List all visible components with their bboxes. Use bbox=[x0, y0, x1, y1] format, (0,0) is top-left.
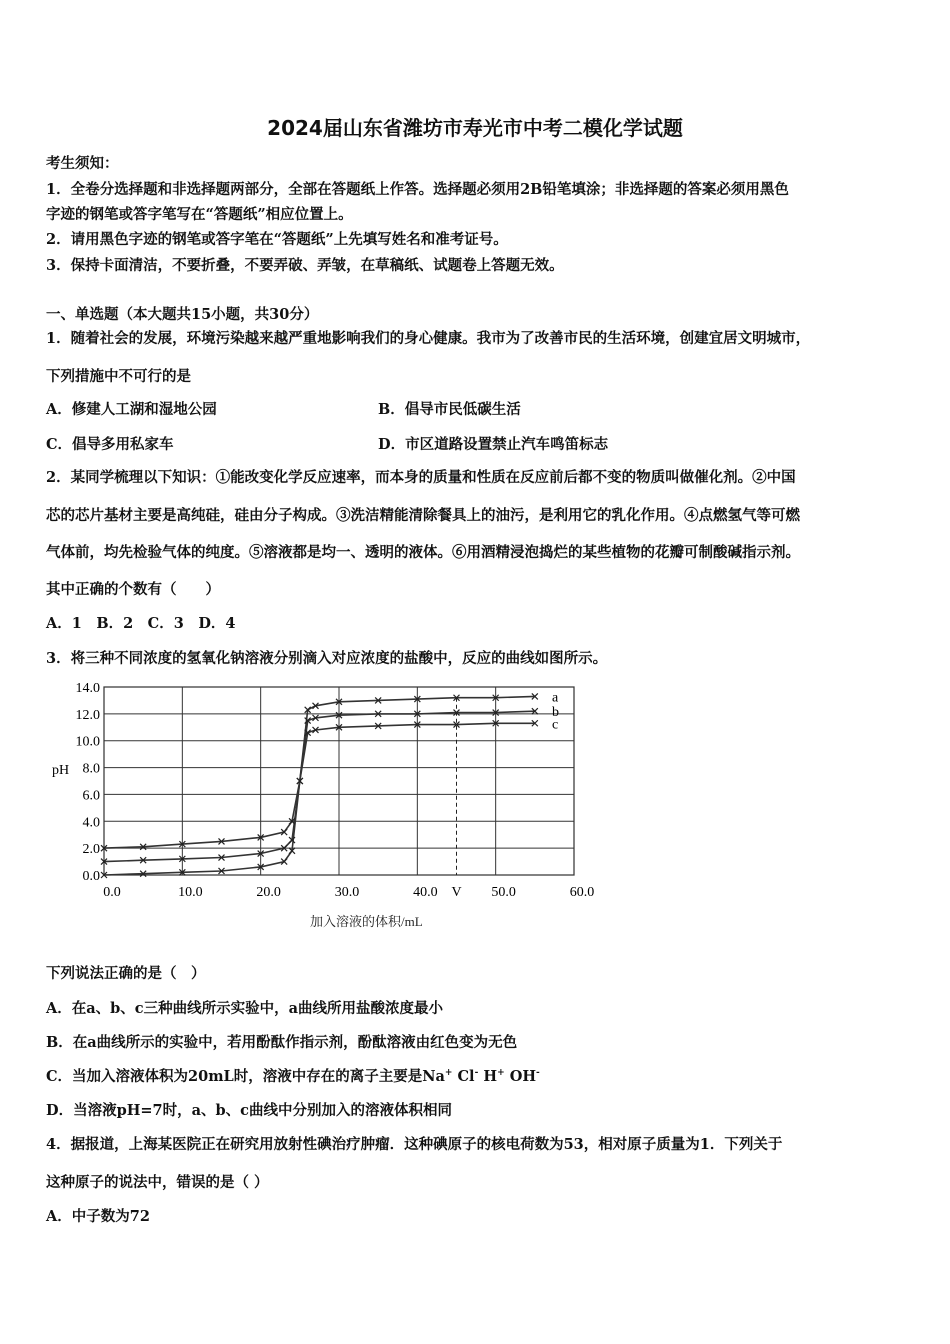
hydroxide-ion: OH bbox=[509, 1068, 537, 1085]
y-tick-labels bbox=[76, 681, 101, 884]
q4-option-a: A．中子数为72 bbox=[46, 1208, 150, 1225]
y-tick-label: 12.0 bbox=[75, 707, 100, 723]
chart-curves bbox=[101, 693, 538, 878]
y-tick-label: 6.0 bbox=[82, 788, 100, 804]
q3-stem-1: 3．将三种不同浓度的氢氧化钠溶液分别滴入对应浓度的盐酸中，反应的曲线如图所示。 bbox=[46, 650, 608, 667]
series-a-label: a bbox=[552, 690, 559, 706]
notice-line-2: 字迹的钢笔或答字笔写在“答题纸”相应位置上。 bbox=[46, 206, 353, 223]
q3-option-b: B．在a曲线所示的实验中，若用酚酞作指示剂，酚酞溶液由红色变为无色 bbox=[46, 1034, 518, 1051]
q2-stem-2: 芯的芯片基材主要是高纯硅，硅由分子构成。③洗洁精能清除餐具上的油污，是利用它的乳化作用。④点燃氢气等可燃 bbox=[46, 507, 800, 524]
q2-options: A．1 B．2 C．3 D．4 bbox=[46, 615, 236, 632]
q2-stem-4: 其中正确的个数有（ ） bbox=[46, 581, 220, 598]
hydrogen-ion: H bbox=[483, 1068, 498, 1085]
x-tick-label: 50.0 bbox=[491, 885, 516, 900]
q3-option-d: D．当溶液pH=7时，a、b、c曲线中分别加入的溶液体积相同 bbox=[46, 1102, 453, 1119]
x-tick-label: 10.0 bbox=[178, 885, 203, 900]
notice-line-3: 2．请用黑色字迹的钢笔或答字笔在“答题纸”上先填写姓名和准考证号。 bbox=[46, 231, 508, 248]
q1-stem-1: 1．随着社会的发展，环境污染越来越严重地影响我们的身心健康。我市为了改善市民的生活环境，创建宜居文明城市， bbox=[46, 330, 811, 347]
q1-option-a: A．修建人工湖和湿地公园 bbox=[46, 401, 217, 418]
notice-heading: 考生须知： bbox=[46, 155, 119, 172]
q1-stem-2: 下列措施中不可行的是 bbox=[46, 368, 191, 385]
q2-stem-3: 气体前，均先检验气体的纯度。⑤溶液都是均一、透明的液体。⑥用酒精浸泡捣烂的某些植物的花瓣可制酸碱指示剂。 bbox=[46, 544, 800, 561]
chloride-charge: - bbox=[474, 1068, 479, 1079]
q4-stem-2: 这种原子的说法中，错误的是（ ） bbox=[46, 1174, 269, 1191]
y-tick-label: 2.0 bbox=[82, 842, 100, 858]
y-axis-label: pH bbox=[52, 763, 70, 778]
q1-option-b: B．倡导市民低碳生活 bbox=[378, 401, 521, 418]
x-tick-labels bbox=[103, 885, 594, 900]
series-c-line bbox=[104, 723, 535, 848]
chloride-ion: Cl bbox=[457, 1068, 475, 1085]
series-b-line bbox=[104, 711, 535, 861]
x-tick-label: 20.0 bbox=[256, 885, 281, 900]
hydroxide-charge: - bbox=[536, 1068, 540, 1079]
series-b-label: b bbox=[552, 705, 559, 721]
sodium-charge: + bbox=[444, 1068, 453, 1079]
ph-titration-chart bbox=[40, 672, 620, 937]
page-title: 2024届山东省潍坊市寿光市中考二模化学试题 bbox=[267, 116, 683, 140]
y-tick-label: 14.0 bbox=[75, 681, 100, 696]
x-axis-label: 加入溶液的体积/mL bbox=[310, 914, 423, 929]
q3-option-c bbox=[46, 1065, 540, 1086]
q1-option-d: D．市区道路设置禁止汽车鸣笛标志 bbox=[378, 436, 609, 453]
y-tick-label: 10.0 bbox=[75, 734, 100, 750]
y-tick-label: 4.0 bbox=[82, 815, 100, 831]
q1-option-c: C．倡导多用私家车 bbox=[46, 436, 174, 453]
y-tick-label: 8.0 bbox=[82, 761, 100, 777]
q3-option-c-text: C．当加入溶液体积为20mL时，溶液中存在的离子主要是Na bbox=[46, 1068, 445, 1085]
section-heading: 一、单选题（本大题共15小题，共30分） bbox=[46, 306, 319, 323]
y-tick-label: 0.0 bbox=[82, 869, 100, 884]
q3-option-a: A．在a、b、c三种曲线所示实验中，a曲线所用盐酸浓度最小 bbox=[46, 1000, 444, 1017]
x-tick-label: 60.0 bbox=[569, 885, 595, 900]
q2-stem-1: 2．某同学梳理以下知识：①能改变化学反应速率，而本身的质量和性质在反应前后都不变的物质叫做催化剂。②中国 bbox=[46, 469, 796, 486]
v-marker-label: V bbox=[451, 885, 462, 900]
x-tick-label: 30.0 bbox=[334, 885, 360, 900]
notice-line-1: 1．全卷分选择题和非选择题两部分，全部在答题纸上作答。选择题必须用2B铅笔填涂；非选择题的答案必须用黑色 bbox=[46, 181, 789, 198]
series-c-label: c bbox=[552, 717, 559, 733]
q3-stem-2: 下列说法正确的是（ ） bbox=[46, 965, 206, 982]
hydrogen-charge: + bbox=[497, 1068, 505, 1079]
q4-stem-1: 4．据报道，上海某医院正在研究用放射性碘治疗肿瘤．这种碘原子的核电荷数为53，相对原子质量为1．下列关于 bbox=[46, 1136, 783, 1153]
notice-line-4: 3．保持卡面清洁，不要折叠，不要弄破、弄皱，在草稿纸、试题卷上答题无效。 bbox=[46, 257, 564, 274]
series-labels bbox=[552, 690, 559, 732]
x-tick-label: 0.0 bbox=[103, 885, 121, 900]
x-tick-label: 40.0 bbox=[413, 885, 438, 900]
